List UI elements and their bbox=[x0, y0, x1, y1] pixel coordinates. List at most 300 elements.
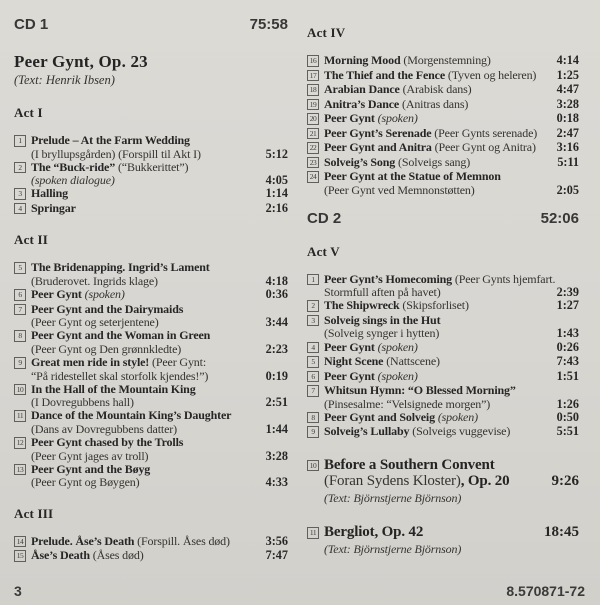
track-line bbox=[307, 327, 579, 339]
act-heading: Act I bbox=[14, 105, 43, 120]
track-time: 0:36 bbox=[265, 287, 288, 302]
track-line bbox=[14, 476, 288, 488]
track-number bbox=[307, 314, 324, 328]
track-title-part: Great men ride in style! bbox=[31, 355, 153, 370]
track-row bbox=[14, 436, 288, 462]
track-line bbox=[307, 411, 579, 425]
track-title-part: (Tyven og heleren) bbox=[447, 67, 537, 82]
track-time: 3:16 bbox=[556, 140, 579, 154]
track-title bbox=[31, 316, 159, 328]
track-row bbox=[14, 356, 288, 382]
track-title-part: Peer Gynt’s Homecoming bbox=[324, 271, 455, 286]
track-time: 2:16 bbox=[265, 200, 288, 215]
track-time: 1:27 bbox=[556, 298, 579, 313]
track-row bbox=[14, 535, 288, 549]
track-line bbox=[307, 524, 579, 541]
track-row bbox=[14, 383, 288, 409]
track-title bbox=[324, 127, 537, 139]
track-number-box: 9 bbox=[307, 426, 319, 438]
track-time: 2:23 bbox=[265, 341, 288, 356]
track-time: 5:51 bbox=[556, 424, 579, 439]
track-time: 3:56 bbox=[265, 533, 288, 548]
track-title bbox=[324, 341, 418, 353]
track-line bbox=[14, 316, 288, 328]
track-line bbox=[14, 275, 288, 287]
track-time: 1:25 bbox=[556, 67, 579, 82]
track-time: 4:18 bbox=[265, 273, 288, 288]
track-number bbox=[14, 134, 31, 148]
track-number-box: 23 bbox=[307, 157, 319, 169]
page-number: 3 bbox=[14, 583, 22, 599]
track-title bbox=[324, 457, 495, 474]
track-line bbox=[307, 490, 579, 507]
cd2-label: CD 2 bbox=[307, 209, 342, 227]
track-title-part: (Dans av Dovregubbens datter) bbox=[31, 421, 177, 436]
track-line bbox=[307, 314, 579, 328]
track-line bbox=[307, 398, 579, 410]
track-title-part: (Peer Gynt og seterjentene) bbox=[31, 315, 159, 330]
track-line bbox=[307, 170, 579, 184]
track-row bbox=[307, 299, 579, 313]
track-title-part: (spoken) bbox=[84, 287, 125, 302]
track-line bbox=[307, 355, 579, 369]
track-title-part: (spoken) bbox=[377, 339, 418, 354]
track-number bbox=[14, 535, 31, 549]
track-title-part: Peer Gynt and the Woman in Green bbox=[31, 328, 211, 343]
track-title bbox=[31, 303, 183, 315]
track-number bbox=[307, 355, 324, 369]
track-number bbox=[14, 329, 31, 343]
track-number bbox=[14, 202, 31, 216]
track-row bbox=[14, 409, 288, 435]
track-title bbox=[324, 541, 461, 558]
track-line bbox=[14, 202, 288, 216]
track-number bbox=[307, 54, 324, 68]
track-title bbox=[31, 383, 196, 395]
track-title-part: Peer Gynt and the Bøyg bbox=[31, 461, 151, 476]
track-number bbox=[307, 156, 324, 170]
track-title bbox=[324, 398, 490, 410]
track-title bbox=[324, 98, 468, 110]
track-title-part: (Bruderovet. Ingrids klage) bbox=[31, 273, 158, 288]
track-title-part: (Solveig synger i hytten) bbox=[324, 326, 440, 341]
track-number bbox=[307, 299, 324, 313]
track-number-box: 5 bbox=[307, 356, 319, 368]
track-time: 1:14 bbox=[265, 186, 288, 201]
track-number bbox=[14, 549, 31, 563]
track-line bbox=[14, 383, 288, 397]
track-number bbox=[307, 98, 324, 112]
track-title-part: Åse’s Death bbox=[31, 548, 93, 563]
track-title bbox=[31, 549, 144, 561]
track-title bbox=[324, 327, 439, 339]
track-number-box: 8 bbox=[307, 412, 319, 424]
track-title-part: (Forspill. Åses død) bbox=[137, 533, 230, 548]
track-title bbox=[324, 384, 516, 396]
track-number bbox=[307, 457, 324, 474]
track-number bbox=[307, 370, 324, 384]
track-line bbox=[14, 463, 288, 477]
track-line bbox=[14, 370, 288, 382]
track-title-part: Before a Southern Convent bbox=[324, 456, 495, 473]
track-number-box: 7 bbox=[14, 304, 26, 316]
track-row bbox=[307, 127, 579, 141]
track-line bbox=[14, 535, 288, 549]
track-title bbox=[324, 314, 440, 326]
left-column bbox=[14, 0, 288, 564]
track-row bbox=[307, 112, 579, 126]
catalog-number: 8.570871-72 bbox=[506, 583, 585, 599]
track-title-part: Night Scene bbox=[324, 354, 387, 369]
track-number-box: 4 bbox=[307, 342, 319, 354]
track-number-box: 3 bbox=[14, 188, 26, 200]
track-number-box: 1 bbox=[14, 135, 26, 147]
track-title-part: Peer Gynt at the Statue of Memnon bbox=[324, 169, 501, 183]
track-number bbox=[307, 384, 324, 398]
track-row bbox=[307, 83, 579, 97]
track-title-part: (spoken) bbox=[437, 409, 478, 424]
track-time: 2:51 bbox=[265, 395, 288, 410]
track-number-box: 17 bbox=[307, 70, 319, 82]
track-number-box: 10 bbox=[14, 384, 26, 396]
track-title bbox=[324, 473, 510, 490]
track-number bbox=[307, 341, 324, 355]
track-title-part: (Peer Gynt ved Memnonstøtten) bbox=[324, 182, 475, 197]
track-number bbox=[307, 524, 324, 541]
track-line bbox=[307, 299, 579, 313]
track-title-part: (Text: Björnstjerne Björnson) bbox=[324, 541, 462, 556]
track-title-part: (I Dovregubbens hall) bbox=[31, 395, 134, 410]
track-row bbox=[307, 98, 579, 112]
track-number-box: 18 bbox=[307, 84, 319, 96]
track-title bbox=[31, 329, 210, 341]
track-number-box: 15 bbox=[14, 550, 26, 562]
track-number-box: 16 bbox=[307, 55, 319, 67]
track-number-box: 21 bbox=[307, 128, 319, 140]
track-title-part: (Peer Gynt og Den grønnkledte) bbox=[31, 341, 182, 356]
track-title-part: (Anitras dans) bbox=[401, 96, 469, 111]
track-title bbox=[324, 273, 555, 285]
track-title-part: (Morgenstemning) bbox=[403, 53, 491, 67]
track-row bbox=[307, 355, 579, 369]
track-title bbox=[324, 411, 478, 423]
track-number-box: 24 bbox=[307, 171, 319, 183]
track-title bbox=[31, 409, 231, 421]
track-number bbox=[307, 127, 324, 141]
track-row bbox=[14, 303, 288, 329]
track-row bbox=[307, 457, 579, 507]
track-line bbox=[307, 384, 579, 398]
track-time: 0:18 bbox=[556, 111, 579, 125]
track-time: 2:47 bbox=[556, 125, 579, 140]
track-row bbox=[14, 329, 288, 355]
track-title-part: (Solveigs vuggevise) bbox=[412, 424, 511, 439]
track-title bbox=[324, 170, 501, 182]
track-line bbox=[14, 329, 288, 343]
track-time: 4:05 bbox=[265, 173, 288, 188]
track-number-box: 11 bbox=[307, 527, 319, 539]
track-line bbox=[14, 423, 288, 435]
cd1-header bbox=[14, 16, 288, 33]
track-time: 1:43 bbox=[556, 326, 579, 341]
track-number-box: 9 bbox=[14, 357, 26, 369]
track-line bbox=[307, 473, 579, 490]
track-title bbox=[31, 174, 115, 186]
track-line bbox=[14, 148, 288, 160]
track-title bbox=[324, 141, 536, 153]
track-title-part: Peer Gynt bbox=[324, 368, 378, 383]
track-title bbox=[31, 187, 68, 199]
track-number bbox=[14, 463, 31, 477]
track-number-box: 3 bbox=[307, 315, 319, 327]
track-title-part: (I bryllupsgården) (Forspill til Akt I) bbox=[31, 146, 201, 161]
track-line bbox=[307, 273, 579, 287]
track-row bbox=[307, 156, 579, 170]
track-title bbox=[31, 450, 148, 462]
track-title-part: (Peer Gynt og Anitra) bbox=[434, 140, 536, 154]
track-title bbox=[324, 286, 441, 298]
track-number bbox=[14, 187, 31, 201]
track-row bbox=[14, 202, 288, 216]
track-title-part: Halling bbox=[31, 186, 68, 201]
track-title bbox=[324, 370, 418, 382]
track-title bbox=[324, 490, 461, 507]
track-number-box: 8 bbox=[14, 330, 26, 342]
track-title bbox=[324, 54, 491, 66]
act-heading: Act V bbox=[307, 243, 340, 259]
track-number-box: 20 bbox=[307, 113, 319, 125]
track-row bbox=[14, 161, 288, 187]
track-title bbox=[324, 184, 475, 196]
track-title-part: (Peer Gynt: bbox=[152, 355, 207, 370]
track-row bbox=[307, 370, 579, 384]
track-title-part: (Skipsforliset) bbox=[402, 298, 469, 313]
right-track-sections-top bbox=[307, 25, 579, 196]
track-time: 7:43 bbox=[556, 354, 579, 369]
track-row bbox=[14, 288, 288, 302]
track-title-part: Peer Gynt and Anitra bbox=[324, 140, 435, 154]
track-number bbox=[307, 141, 324, 155]
track-number-box: 2 bbox=[14, 162, 26, 174]
track-row bbox=[307, 411, 579, 425]
act-heading: Act IV bbox=[307, 25, 346, 40]
track-line bbox=[307, 184, 579, 196]
track-line bbox=[14, 261, 288, 275]
track-line bbox=[307, 69, 579, 83]
track-number bbox=[307, 273, 324, 287]
track-number-box: 13 bbox=[14, 464, 26, 476]
cd2-header bbox=[307, 210, 579, 227]
track-title bbox=[31, 288, 125, 300]
track-number-box: 14 bbox=[14, 536, 26, 548]
track-section bbox=[307, 25, 579, 196]
track-title-part: Peer Gynt and Solveig bbox=[324, 409, 438, 424]
track-section bbox=[307, 524, 579, 557]
track-title-part: Peer Gynt bbox=[324, 339, 378, 354]
track-title bbox=[31, 356, 206, 368]
track-title-part: Solveig’s Song bbox=[324, 154, 398, 169]
track-title bbox=[324, 524, 423, 541]
track-time: 3:28 bbox=[556, 96, 579, 111]
track-title bbox=[31, 343, 181, 355]
track-time: 0:19 bbox=[265, 368, 288, 383]
track-time: 18:45 bbox=[544, 524, 579, 541]
track-title-part: The Thief and the Fence bbox=[324, 67, 448, 82]
track-title-part: (Åses død) bbox=[92, 548, 144, 563]
work-text-credit: (Text: Henrik Ibsen) bbox=[14, 73, 115, 87]
track-title bbox=[324, 69, 536, 81]
track-title-part: (Pinsesalme: “Velsignede morgen”) bbox=[324, 396, 491, 411]
track-title bbox=[31, 463, 150, 475]
track-line bbox=[14, 396, 288, 408]
track-section bbox=[14, 232, 288, 488]
track-title bbox=[324, 156, 470, 168]
track-line bbox=[14, 436, 288, 450]
track-title-part: Solveig’s Lullaby bbox=[324, 424, 413, 439]
track-number-box: 4 bbox=[14, 203, 26, 215]
track-title bbox=[324, 112, 418, 124]
track-row bbox=[307, 273, 579, 299]
track-time: 4:33 bbox=[265, 475, 288, 490]
track-line bbox=[14, 549, 288, 563]
track-title-part: (spoken dialogue) bbox=[31, 173, 115, 188]
track-title bbox=[31, 370, 208, 382]
track-line bbox=[14, 161, 288, 175]
track-row bbox=[14, 463, 288, 489]
track-number-box: 11 bbox=[14, 410, 26, 422]
track-line bbox=[307, 541, 579, 558]
track-time: 5:12 bbox=[265, 146, 288, 161]
track-line bbox=[307, 112, 579, 126]
track-section bbox=[14, 506, 288, 563]
track-title bbox=[31, 134, 190, 146]
track-time: 2:39 bbox=[556, 285, 579, 300]
track-time: 1:51 bbox=[556, 368, 579, 383]
track-title-part: The Shipwreck bbox=[324, 298, 403, 313]
track-number-box: 1 bbox=[307, 274, 319, 286]
track-line bbox=[307, 156, 579, 170]
track-title-part: Stormfull aften på havet) bbox=[324, 285, 441, 300]
track-title-part: Morning Mood bbox=[324, 53, 404, 67]
track-title-part: Peer Gynt and the Dairymaids bbox=[31, 301, 184, 316]
track-number bbox=[14, 303, 31, 317]
track-number-box: 6 bbox=[14, 289, 26, 301]
track-line bbox=[307, 457, 579, 474]
track-number-box: 6 bbox=[307, 371, 319, 383]
track-line bbox=[307, 341, 579, 355]
track-number-box: 10 bbox=[307, 460, 319, 472]
track-title-part: Peer Gynt’s Serenade bbox=[324, 125, 435, 140]
track-number-box: 7 bbox=[307, 385, 319, 397]
track-title-part: Prelude. Åse’s Death bbox=[31, 533, 138, 548]
track-number bbox=[14, 288, 31, 302]
track-line bbox=[307, 98, 579, 112]
track-number bbox=[307, 112, 324, 126]
cd1-total-duration: 75:58 bbox=[249, 16, 288, 33]
track-section bbox=[307, 244, 579, 439]
track-line bbox=[307, 83, 579, 97]
track-title bbox=[324, 355, 440, 367]
track-time: 0:26 bbox=[556, 339, 579, 354]
track-number bbox=[14, 356, 31, 370]
track-title bbox=[31, 202, 76, 214]
track-number-box: 12 bbox=[14, 437, 26, 449]
track-title-part: Peer Gynt bbox=[31, 287, 85, 302]
track-number bbox=[307, 69, 324, 83]
track-time: 9:26 bbox=[551, 473, 579, 490]
track-row bbox=[307, 69, 579, 83]
track-title-part: (Text: Björnstjerne Björnson) bbox=[324, 490, 462, 505]
track-title bbox=[31, 148, 201, 160]
track-number bbox=[14, 261, 31, 275]
track-title bbox=[31, 261, 210, 273]
track-line bbox=[307, 54, 579, 68]
track-title-part: The “Buck-ride” bbox=[31, 159, 118, 174]
track-row bbox=[307, 524, 579, 557]
track-title-part: (Foran Sydens Kloster) bbox=[324, 473, 461, 490]
track-title-part: Peer Gynt chased by the Trolls bbox=[31, 435, 184, 450]
track-title-part: In the Hall of the Mountain King bbox=[31, 381, 196, 396]
track-line bbox=[307, 370, 579, 384]
track-number bbox=[14, 161, 31, 175]
track-line bbox=[14, 303, 288, 317]
track-title-part: (Solveigs sang) bbox=[398, 154, 471, 169]
track-title bbox=[324, 425, 510, 437]
track-row bbox=[307, 384, 579, 410]
track-title bbox=[31, 535, 230, 547]
track-row bbox=[307, 341, 579, 355]
track-line bbox=[14, 134, 288, 148]
track-line bbox=[307, 286, 579, 298]
act-heading: Act II bbox=[14, 232, 49, 248]
track-time: 4:14 bbox=[556, 53, 579, 67]
track-time: 2:05 bbox=[556, 182, 579, 197]
cd2-total-duration: 52:06 bbox=[540, 209, 579, 227]
right-column bbox=[307, 0, 579, 558]
track-time: 7:47 bbox=[265, 548, 288, 563]
track-title-part: “På ridestellet skal storfolk kjendes!”) bbox=[31, 368, 209, 383]
track-number bbox=[14, 409, 31, 423]
track-title-part: Springar bbox=[31, 200, 76, 215]
track-title-part: (Peer Gynt og Bøygen) bbox=[31, 475, 140, 490]
track-number bbox=[307, 170, 324, 184]
track-line bbox=[14, 288, 288, 302]
cd1-label: CD 1 bbox=[14, 16, 49, 33]
track-title-part: (spoken) bbox=[377, 111, 418, 125]
track-number-box: 2 bbox=[307, 300, 319, 312]
track-title-part: Peer Gynt bbox=[324, 111, 378, 125]
track-line bbox=[307, 141, 579, 155]
track-number-box: 5 bbox=[14, 262, 26, 274]
track-title-part: (Peer Gynts hjemfart. bbox=[454, 271, 556, 286]
track-line bbox=[14, 356, 288, 370]
track-row bbox=[307, 170, 579, 196]
track-title-part: The Bridenapping. Ingrid’s Lament bbox=[31, 260, 210, 275]
left-track-sections bbox=[14, 105, 288, 563]
track-title-part: Anitra’s Dance bbox=[324, 96, 402, 111]
track-section bbox=[307, 457, 579, 507]
track-title bbox=[324, 83, 471, 95]
track-title bbox=[324, 299, 469, 311]
track-title bbox=[31, 436, 183, 448]
track-time: 1:44 bbox=[265, 421, 288, 436]
track-title-part: (Arabisk dans) bbox=[402, 82, 472, 96]
track-row bbox=[307, 141, 579, 155]
work-title: Peer Gynt, Op. 23 bbox=[14, 52, 148, 71]
track-title-part: (Nattscene) bbox=[386, 354, 440, 369]
track-title-part: , Op. 20 bbox=[460, 473, 510, 490]
track-number bbox=[307, 83, 324, 97]
